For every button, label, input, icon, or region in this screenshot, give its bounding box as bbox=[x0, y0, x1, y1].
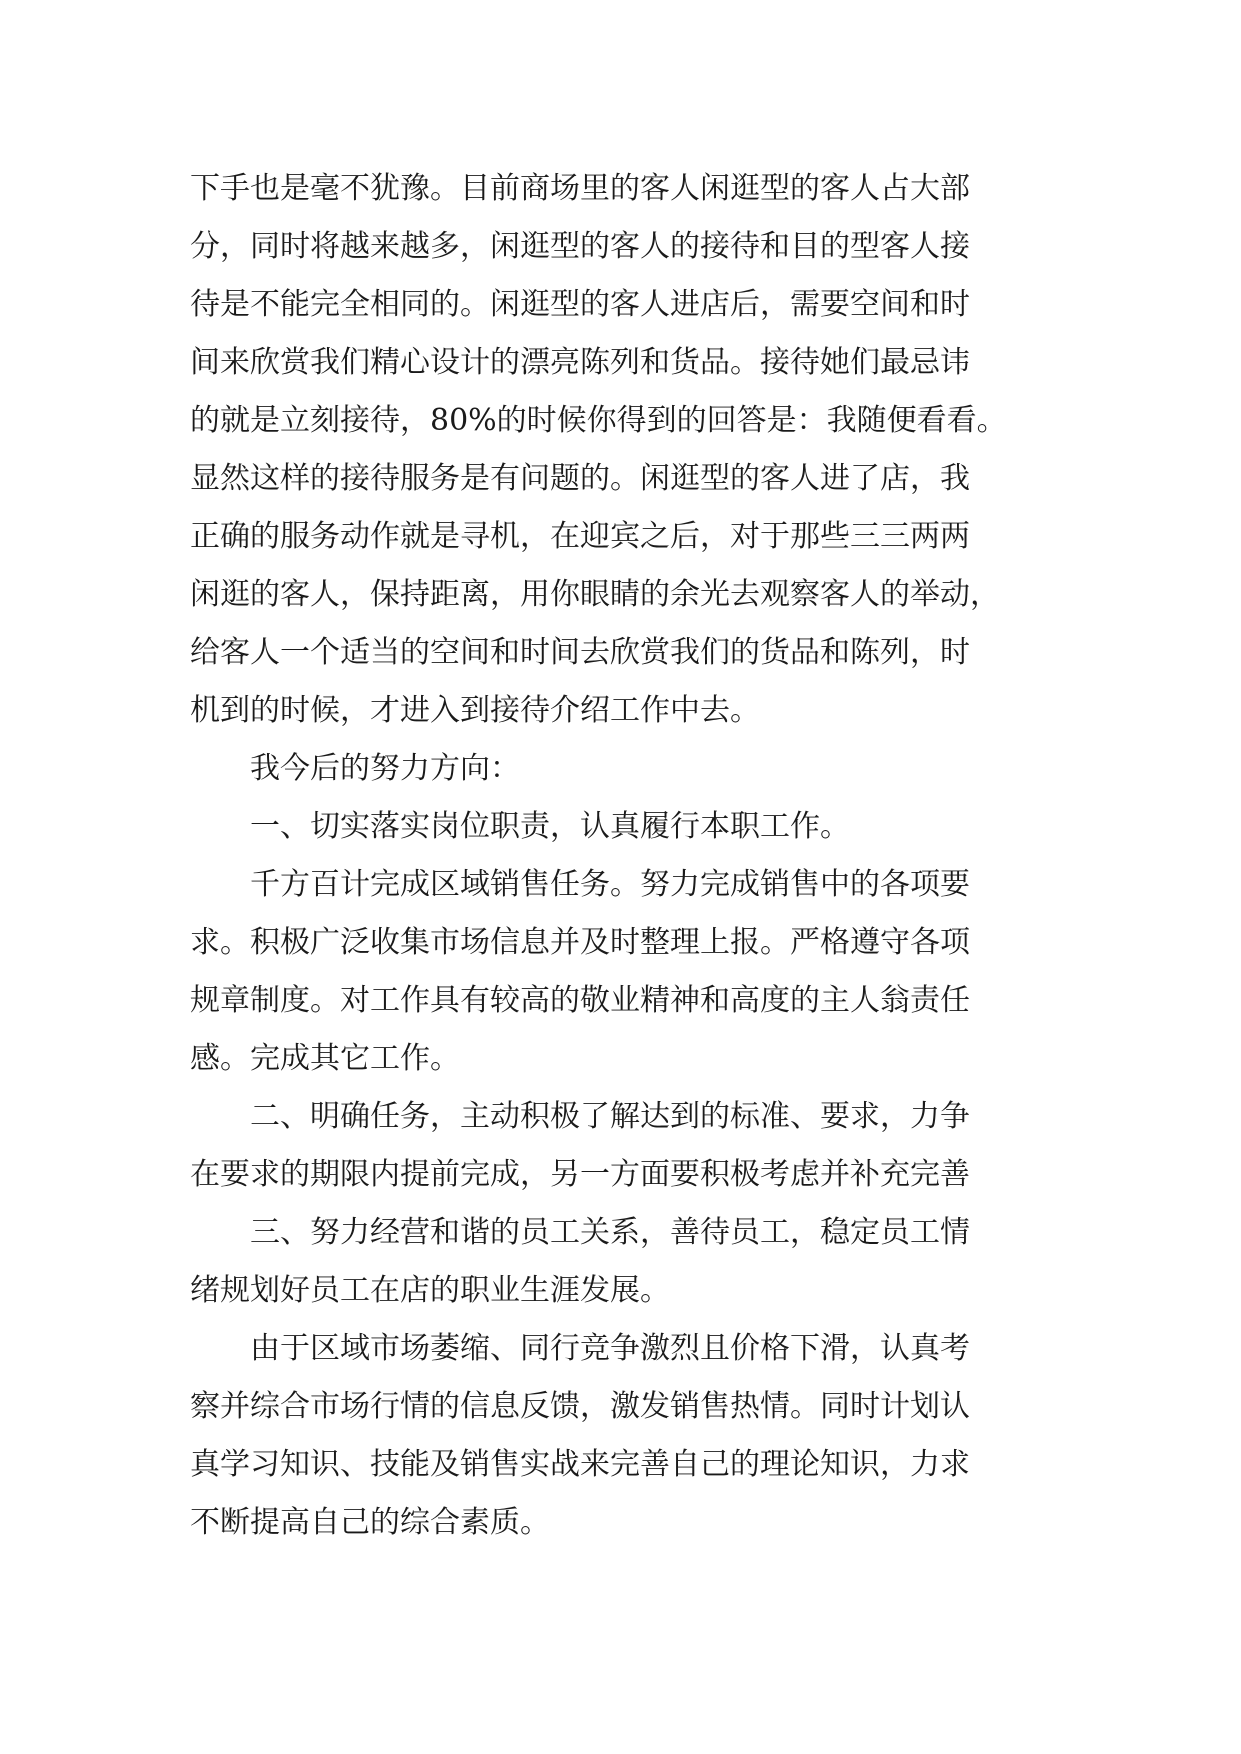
text-line: 不断提高自己的综合素质。 bbox=[190, 1505, 550, 1540]
text-line: 下手也是毫不犹豫。目前商场里的客人闲逛型的客人占大部 bbox=[190, 171, 970, 206]
text-line: 显然这样的接待服务是有问题的。闲逛型的客人进了店，我 bbox=[190, 461, 970, 496]
text-line: 察并综合市场行情的信息反馈，激发销售热情。同时计划认 bbox=[190, 1389, 970, 1424]
text-line: 求。积极广泛收集市场信息并及时整理上报。严格遵守各项 bbox=[190, 925, 970, 960]
text-line: 真学习知识、技能及销售实战来完善自己的理论知识，力求 bbox=[190, 1447, 970, 1482]
text-line: 正确的服务动作就是寻机，在迎宾之后，对于那些三三两两 bbox=[190, 519, 970, 554]
section-heading: 我今后的努力方向： bbox=[190, 751, 520, 786]
text-line: 规章制度。对工作具有较高的敬业精神和高度的主人翁责任 bbox=[190, 983, 970, 1018]
text-line: 机到的时候，才进入到接待介绍工作中去。 bbox=[190, 693, 760, 728]
text-line: 闲逛的客人，保持距离，用你眼睛的余光去观察客人的举动， bbox=[190, 577, 1000, 612]
text-line: 千方百计完成区域销售任务。努力完成销售中的各项要 bbox=[190, 867, 970, 902]
text-line: 给客人一个适当的空间和时间去欣赏我们的货品和陈列，时 bbox=[190, 635, 970, 670]
text-line: 由于区域市场萎缩、同行竞争激烈且价格下滑，认真考 bbox=[190, 1331, 970, 1366]
text-line: 绪规划好员工在店的职业生涯发展。 bbox=[190, 1273, 670, 1308]
text-line: 分，同时将越来越多，闲逛型的客人的接待和目的型客人接 bbox=[190, 229, 970, 264]
text-line: 二、明确任务，主动积极了解达到的标准、要求，力争 bbox=[190, 1099, 970, 1134]
text-line: 的就是立刻接待，80%的时候你得到的回答是：我随便看看。 bbox=[190, 403, 1007, 438]
text-line: 在要求的期限内提前完成，另一方面要积极考虑并补充完善 bbox=[190, 1157, 970, 1192]
text-line: 一、切实落实岗位职责，认真履行本职工作。 bbox=[190, 809, 850, 844]
body-text bbox=[190, 160, 1070, 1552]
text-line: 感。完成其它工作。 bbox=[190, 1041, 460, 1076]
text-line: 三、努力经营和谐的员工关系，善待员工，稳定员工情 bbox=[190, 1215, 970, 1250]
text-line: 待是不能完全相同的。闲逛型的客人进店后，需要空间和时 bbox=[190, 287, 970, 322]
text-line: 间来欣赏我们精心设计的漂亮陈列和货品。接待她们最忌讳 bbox=[190, 345, 970, 380]
